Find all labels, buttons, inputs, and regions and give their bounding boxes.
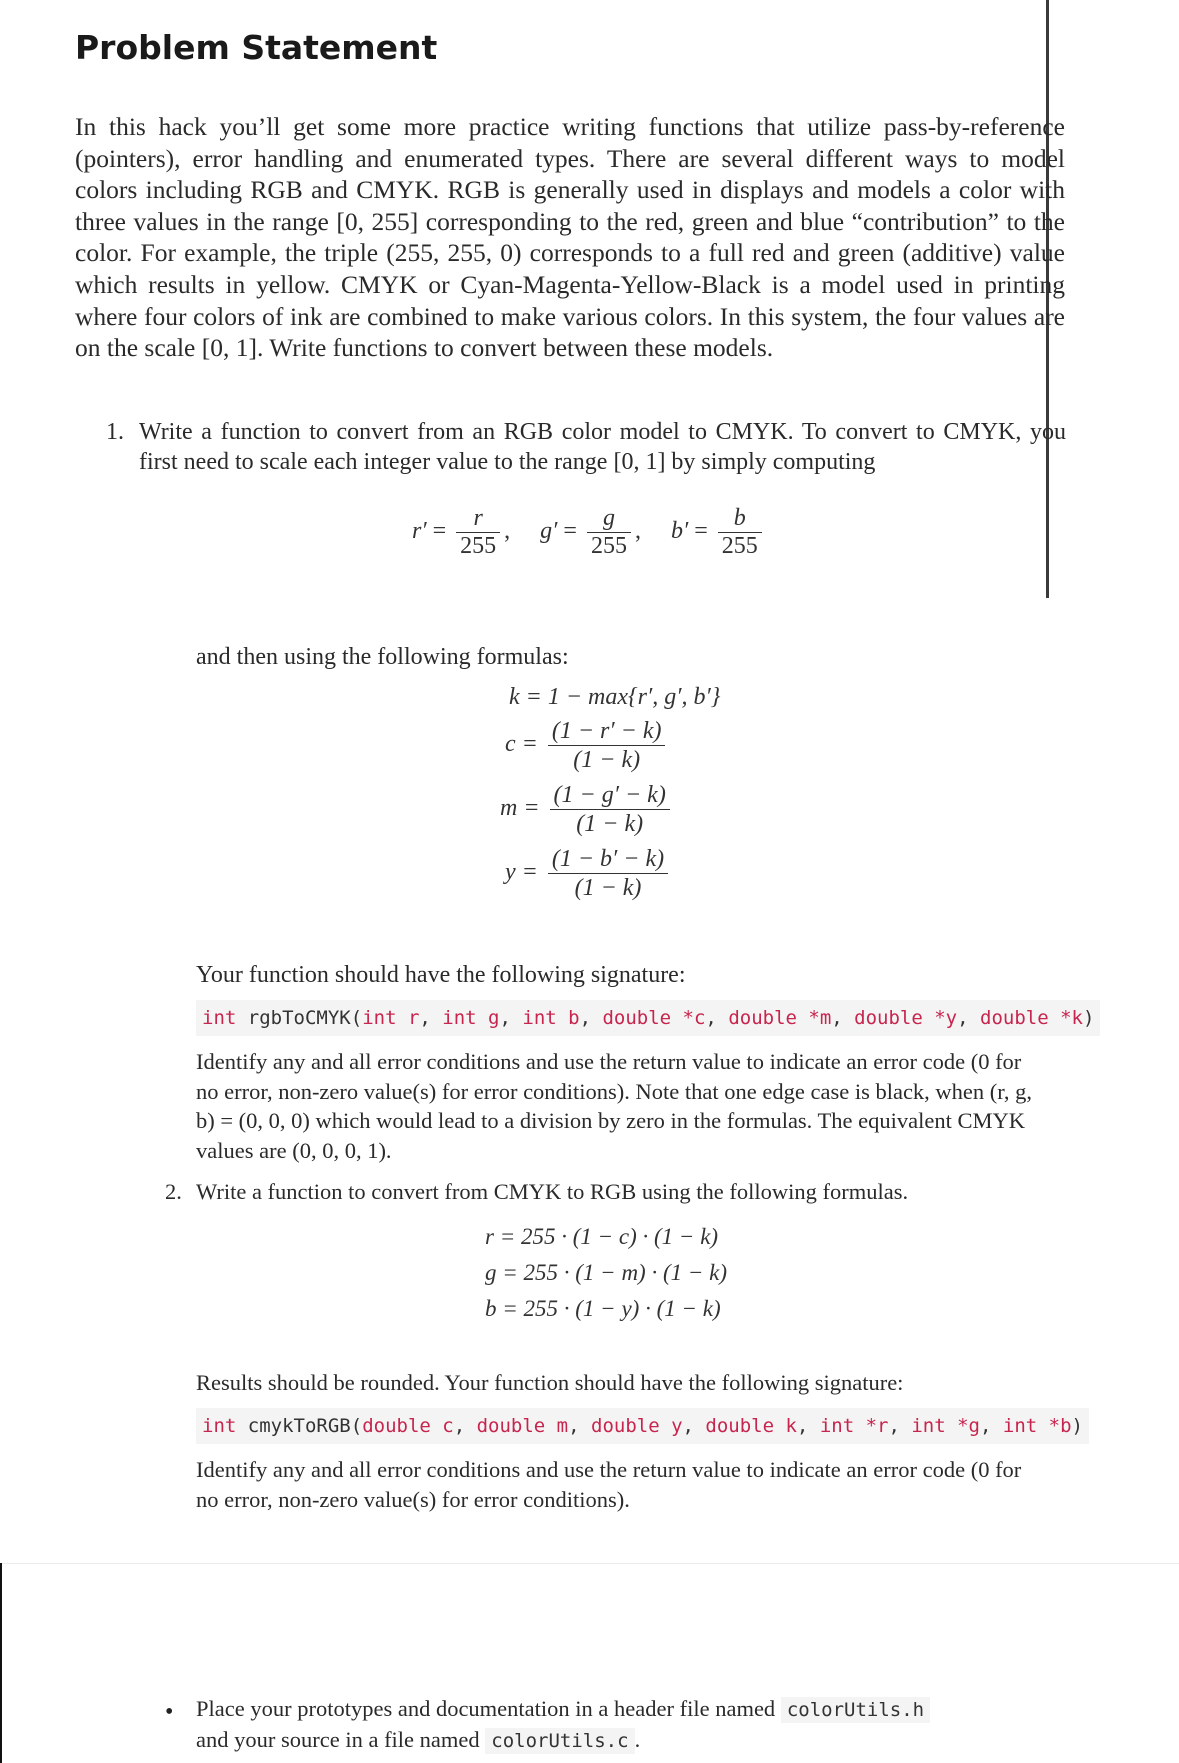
sig1-param: int b bbox=[522, 1007, 580, 1029]
c-formula-num: (1 − r′ − k) bbox=[551, 718, 662, 744]
sig1-param: double *y bbox=[854, 1007, 958, 1029]
list-number-2: 2. bbox=[165, 1179, 182, 1204]
sig1-param: double *c bbox=[602, 1007, 706, 1029]
scale-eq-g-sep: , bbox=[634, 518, 641, 545]
sig1-param: int g bbox=[442, 1007, 500, 1029]
sig1-param: double *m bbox=[728, 1007, 832, 1029]
y-formula-den: (1 − k) bbox=[548, 873, 668, 902]
scale-eq-g-lhs: g′ bbox=[540, 518, 558, 545]
y-formula-lhs: y = bbox=[505, 859, 538, 886]
list-item-2 bbox=[165, 1177, 1065, 1207]
r-formula: r = 255 · (1 − c) · (1 − k) bbox=[485, 1224, 719, 1249]
intro-paragraph: In this hack you’ll get some more practice writing functions that utilize pass-by-reference (pointers), error handling and enumerated types. There are several different ways to model colors including RGB and CMYK. RGB is generally used in displays and models a color with three values in the range [0, 255] corresponding to the red, green and blue “contribution” to the color. For example, the triple (255, 255, 0) corresponds to a full red and green (additive) value which results in yellow. CMYK or Cyan-Magenta-Yellow-Black is a model used in printing where four colors of ink are combined to make various colors. In this system, the four values are on the scale [0, 1]. Write functions to convert between these models. bbox=[75, 112, 1065, 363]
scale-eq-b-num: b bbox=[733, 505, 746, 531]
scale-eq-r-sep: , bbox=[504, 518, 511, 545]
scale-eq-b-den: 255 bbox=[718, 532, 762, 560]
scale-equations: r′ = $\frac{r}{255}$ , g′ = $\frac{g}{255}$ , b′ = $\frac{b}{255}$ bbox=[412, 505, 766, 560]
m-formula-frac bbox=[550, 781, 670, 838]
result-text: Results should be rounded. Your function should have the following signature: bbox=[196, 1370, 904, 1395]
cmyk-to-rgb-signature: int cmykToRGB(double c, double m, double y, double k, int *r, int *g, int *b) bbox=[196, 1408, 1089, 1444]
m-formula-lhs: m = bbox=[500, 795, 540, 822]
c-formula bbox=[505, 717, 669, 774]
list-number-1: 1. bbox=[106, 419, 124, 445]
source-filename: colorUtils.c bbox=[485, 1728, 634, 1754]
y-formula-num: (1 − b′ − k) bbox=[551, 846, 665, 872]
sig2-param: double m bbox=[476, 1415, 569, 1437]
sig2-param: double y bbox=[591, 1415, 683, 1437]
header-filename: colorUtils.h bbox=[781, 1697, 930, 1723]
scale-eq-r-den: 255 bbox=[456, 532, 500, 560]
then-text: and then using the following formulas: bbox=[196, 644, 569, 670]
scale-eq-b-frac bbox=[718, 505, 762, 560]
sig2-param: int *b bbox=[1002, 1415, 1072, 1437]
rgb-to-cmyk-signature: int rgbToCMYK(int r, int g, int b, double *c, double *m, double *y, double *k) bbox=[196, 1000, 1100, 1036]
bullet-end: . bbox=[634, 1727, 641, 1752]
y-formula bbox=[505, 845, 672, 902]
g-formula: g = 255 · (1 − m) · (1 − k) bbox=[485, 1260, 728, 1285]
scale-eq-b-lhs: b′ bbox=[670, 518, 689, 545]
item2-text: Write a function to convert from CMYK to RGB using the following formulas. bbox=[196, 1179, 909, 1204]
cmyk-to-rgb-formulas bbox=[485, 1219, 727, 1327]
m-formula-num: (1 − g′ − k) bbox=[553, 782, 666, 808]
bullet-text-b: and your source in a file named bbox=[196, 1727, 480, 1752]
scale-eq-r-lhs: r′ bbox=[412, 518, 427, 545]
b-formula: b = 255 · (1 − y) · (1 − k) bbox=[485, 1296, 721, 1321]
sig2-param: int *r bbox=[819, 1415, 889, 1437]
scale-eq-r-frac bbox=[456, 505, 500, 560]
sig1-param: int r bbox=[362, 1007, 420, 1029]
m-formula-den: (1 − k) bbox=[550, 809, 670, 838]
c-formula-frac bbox=[548, 717, 666, 774]
list-item-1 bbox=[106, 417, 1066, 477]
section-divider bbox=[0, 1563, 1179, 1564]
k-formula: k = 1 − max{r′, g′, b′} bbox=[509, 684, 721, 710]
c-formula-lhs: c = bbox=[505, 731, 538, 758]
scale-eq-r-num: r bbox=[473, 505, 483, 531]
m-formula bbox=[500, 781, 674, 838]
scale-eq-g-frac bbox=[587, 505, 631, 560]
bullet-text bbox=[196, 1694, 1096, 1756]
signature-intro-1: Your function should have the following signature: bbox=[196, 962, 686, 988]
bullet-icon: • bbox=[165, 1699, 174, 1725]
sig2-param: double c bbox=[362, 1415, 454, 1437]
scale-eq-g-den: 255 bbox=[587, 532, 631, 560]
error-text-1: Identify any and all error conditions and use the return value to indicate an error code (0 for no error, non-zero value(s) for error conditions). Note that one edge case is black, when (r, g, b) = (0, 0, 0) which would lead to a division by zero in the formulas. The equivalent CMYK values are (0, 0, 0, 1). bbox=[196, 1049, 1033, 1163]
sig1-ret: int bbox=[202, 1007, 237, 1029]
sig1-name: rgbToCMYK bbox=[247, 1007, 351, 1029]
y-formula-frac bbox=[548, 845, 668, 902]
page-title: Problem Statement bbox=[75, 28, 438, 67]
sig1-param: double *k bbox=[980, 1007, 1083, 1029]
sig2-name: cmykToRGB bbox=[247, 1415, 351, 1437]
sig2-param: double k bbox=[705, 1415, 797, 1437]
c-formula-den: (1 − k) bbox=[548, 745, 666, 774]
left-border bbox=[0, 1563, 2, 1763]
item1-text: Write a function to convert from an RGB color model to CMYK. To convert to CMYK, you first need to scale each integer value to the range [0, 1] by simply computing bbox=[139, 419, 1066, 475]
sig2-param: int *g bbox=[911, 1415, 980, 1437]
error-text-2: Identify any and all error conditions and use the return value to indicate an error code (0 for no error, non-zero value(s) for error conditions). bbox=[196, 1457, 1022, 1512]
bullet-text-a: Place your prototypes and documentation in a header file named bbox=[196, 1696, 776, 1721]
scale-eq-g-num: g bbox=[602, 505, 615, 531]
sig2-ret: int bbox=[202, 1415, 237, 1437]
